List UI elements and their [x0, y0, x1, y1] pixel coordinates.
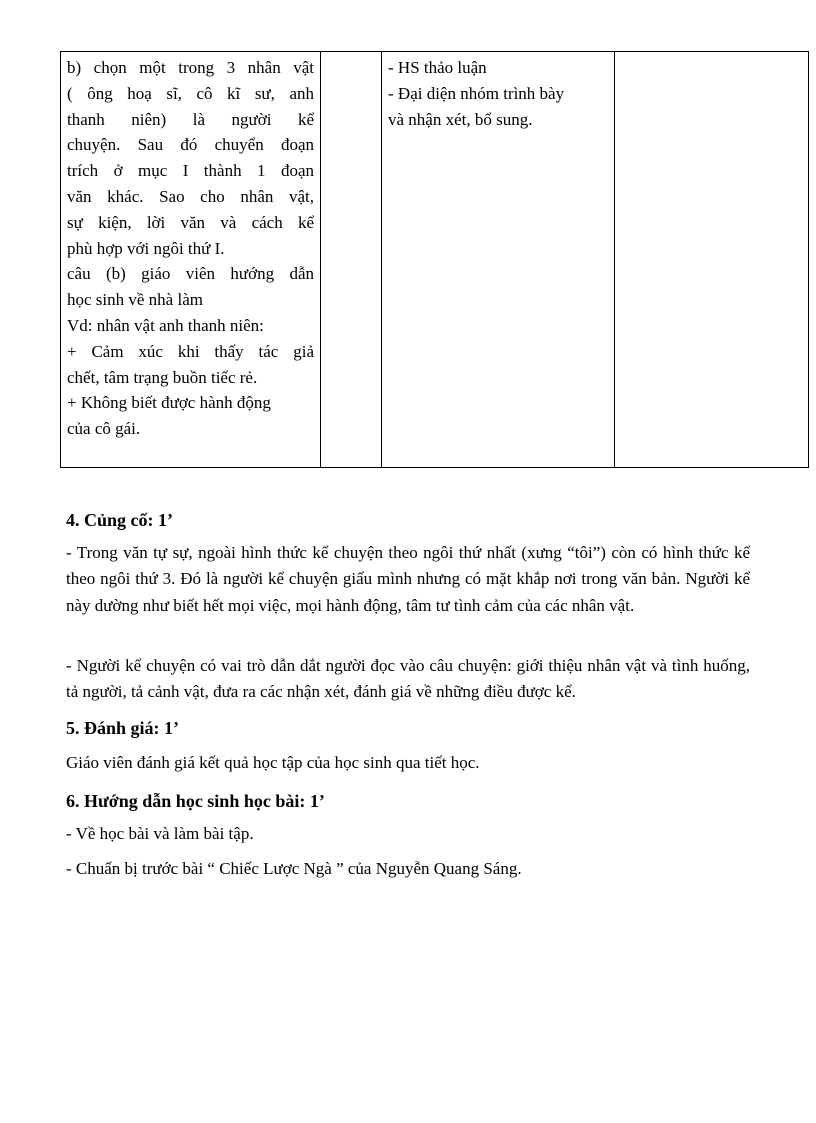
table-text-line: ( ông hoạ sĩ, cô kĩ sư, anh: [67, 83, 314, 103]
paragraph: - Người kể chuyện có vai trò dẫn dắt người đọc vào câu chuyện: giới thiệu nhân vật và tình huống, tả người, tả cảnh vật, đưa ra các nhận xét, đánh giá về những điều được kể.: [66, 656, 750, 702]
table-text-line: sự kiện, lời văn và cách kể: [67, 212, 314, 232]
paragraph: Giáo viên đánh giá kết quả học tập của học sinh qua tiết học.: [66, 753, 480, 772]
table-text-line: của cô gái.: [67, 419, 141, 439]
table-text-line: phù hợp với ngôi thứ I.: [67, 238, 225, 258]
table-text-line: văn khác. Sao cho nhân vật,: [67, 186, 314, 206]
teacher-activity-cell: [61, 52, 321, 468]
table-text-line: b) chọn một trong 3 nhân vật: [67, 58, 314, 77]
paragraph: - Về học bài và làm bài tập.: [66, 824, 254, 843]
table-text-line: và nhận xét, bổ sung.: [388, 109, 533, 129]
paragraph: - Trong văn tự sự, ngoài hình thức kể chuyện theo ngôi thứ nhất (xưng “tôi”) còn có hình thức kể theo ngôi thứ 3. Đó là người kể chuyện giấu mình nhưng có mặt khắp nơi trong văn bản. Người kể này dường như biết hết mọi việc, mọi hành động, tâm tư tình cảm của các nhân vật.: [66, 543, 750, 615]
table-row: [61, 52, 809, 468]
table-text-line: thanh niên) là người kể: [67, 109, 314, 129]
table-text-line: chuyện. Sau đó chuyển đoạn: [67, 135, 314, 155]
table-text-line: - HS thảo luận: [388, 58, 487, 77]
lesson-table: [60, 51, 809, 468]
student-activity-cell: [382, 52, 615, 468]
empty-cell: [615, 52, 809, 468]
empty-cell: [321, 52, 382, 468]
table-text-line: + Cảm xúc khi thấy tác giả: [67, 341, 314, 361]
section-heading: 4. Củng cố: 1’: [66, 510, 173, 530]
paragraph: - Chuẩn bị trước bài “ Chiếc Lược Ngà ” của Nguyễn Quang Sáng.: [66, 859, 522, 878]
section-heading: 6. Hướng dẫn học sinh học bài: 1’: [66, 791, 325, 811]
table-text-line: + Không biết được hành động: [67, 393, 271, 413]
table-text-line: chết, tâm trạng buồn tiếc rẻ.: [67, 367, 258, 387]
table-text-line: học sinh về nhà làm: [67, 290, 203, 310]
table-text-line: câu (b) giáo viên hướng dẫn: [67, 264, 314, 284]
section-heading: 5. Đánh giá: 1’: [66, 718, 180, 738]
table-text-line: Vd: nhân vật anh thanh niên:: [67, 315, 264, 335]
table-text-line: - Đại diện nhóm trình bày: [388, 83, 565, 103]
table-text-line: trích ở mục I thành 1 đoạn: [67, 161, 314, 181]
